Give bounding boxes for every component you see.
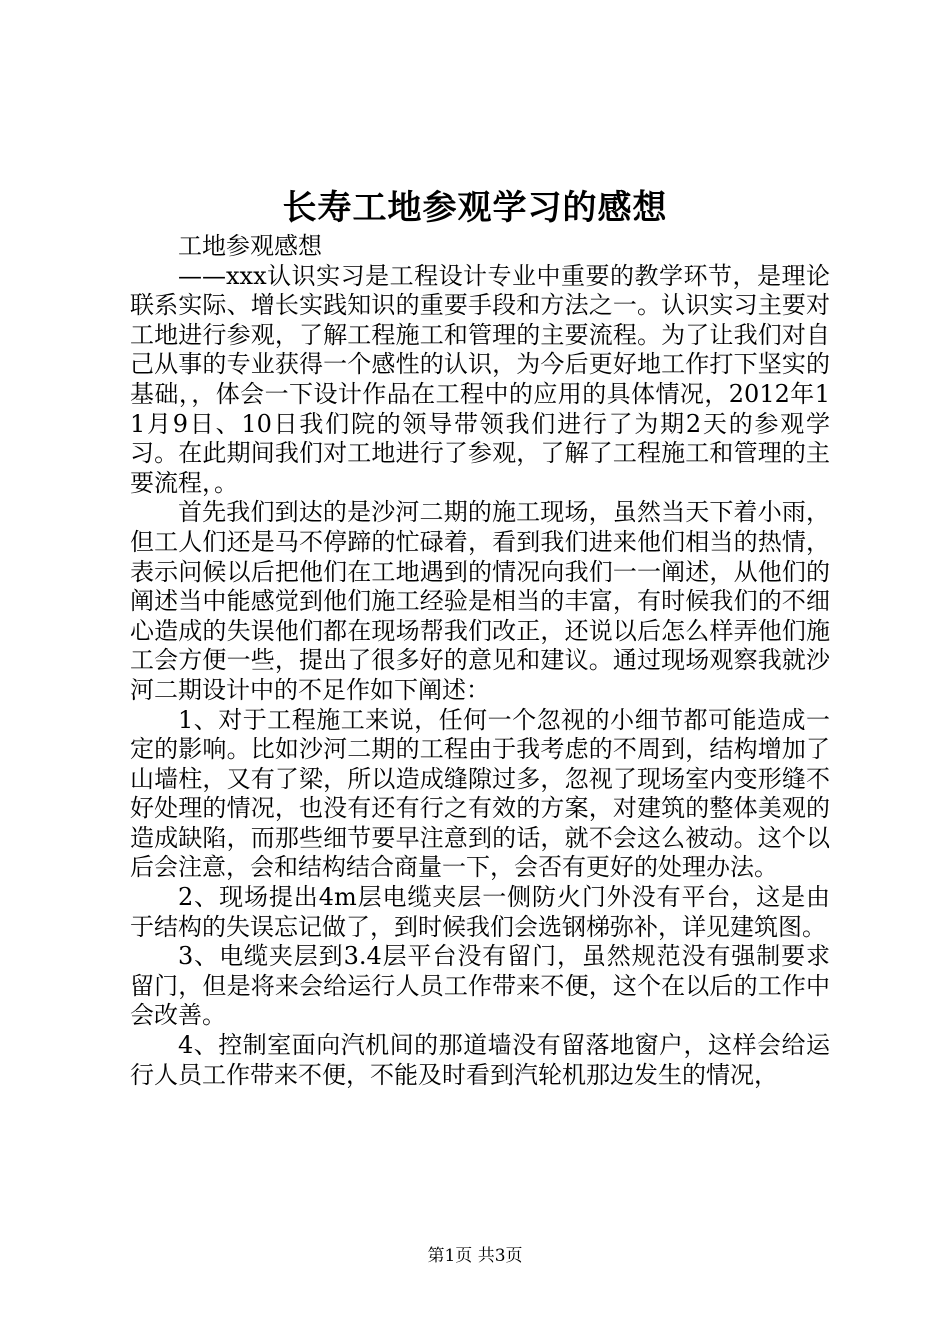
page-footer: 第1页 共3页 xyxy=(427,1246,523,1266)
paragraph-point-3: 3、电缆夹层到3.4层平台没有留门，虽然规范没有强制要求留门，但是将来会给运行人员工作带来不便，这个在以后的工作中会改善。 xyxy=(130,942,830,1030)
paragraph-point-4: 4、控制室面向汽机间的那道墙没有留落地窗户，这样会给运行人员工作带来不便，不能及时看到汽轮机那边发生的情况， xyxy=(130,1031,830,1089)
paragraph-point-2: 2、现场提出4m层电缆夹层一侧防火门外没有平台，这是由于结构的失误忘记做了，到时候我们会选钢梯弥补，详见建筑图。 xyxy=(130,883,830,941)
paragraph-site-visit: 首先我们到达的是沙河二期的施工现场，虽然当天下着小雨，但工人们还是马不停蹄的忙碌着，看到我们进来他们相当的热情，表示问候以后把他们在工地遇到的情况向我们一一阐述，从他们的阐述当中能感觉到他们施工经验是相当的丰富，有时候我们的不细心造成的失误他们都在现场帮我们改正，还说以后怎么样弄他们施工会方便一些，提出了很多好的意见和建议。通过现场观察我就沙河二期设计中的不足作如下阐述： xyxy=(130,498,830,704)
paragraph-point-1: 1、对于工程施工来说，任何一个忽视的小细节都可能造成一定的影响。比如沙河二期的工程由于我考虑的不周到，结构增加了山墙柱，又有了梁，所以造成缝隙过多，忽视了现场室内变形缝不好处理的情况，也没有还有行之有效的方案，对建筑的整体美观的造成缺陷，而那些细节要早注意到的话，就不会这么被动。这个以后会注意，会和结构结合商量一下，会否有更好的处理办法。 xyxy=(130,705,830,882)
document-body xyxy=(130,232,830,1090)
paragraph-subtitle: 工地参观感想 xyxy=(178,232,322,260)
paragraph-intro: ——xxx认识实习是工程设计专业中重要的教学环节，是理论联系实际、增长实践知识的重要手段和方法之一。认识实习主要对工地进行参观，了解工程施工和管理的主要流程。为了让我们对自己从事的专业获得一个感性的认识，为今后更好地工作打下坚实的基础，，体会一下设计作品在工程中的应用的具体情况，2012年11月9日、10日我们院的领导带领我们进行了为期2天的参观学习。在此期间我们对工地进行了参观，了解了工程施工和管理的主要流程，。 xyxy=(130,261,830,497)
document-title: 长寿工地参观学习的感想 xyxy=(282,188,668,228)
